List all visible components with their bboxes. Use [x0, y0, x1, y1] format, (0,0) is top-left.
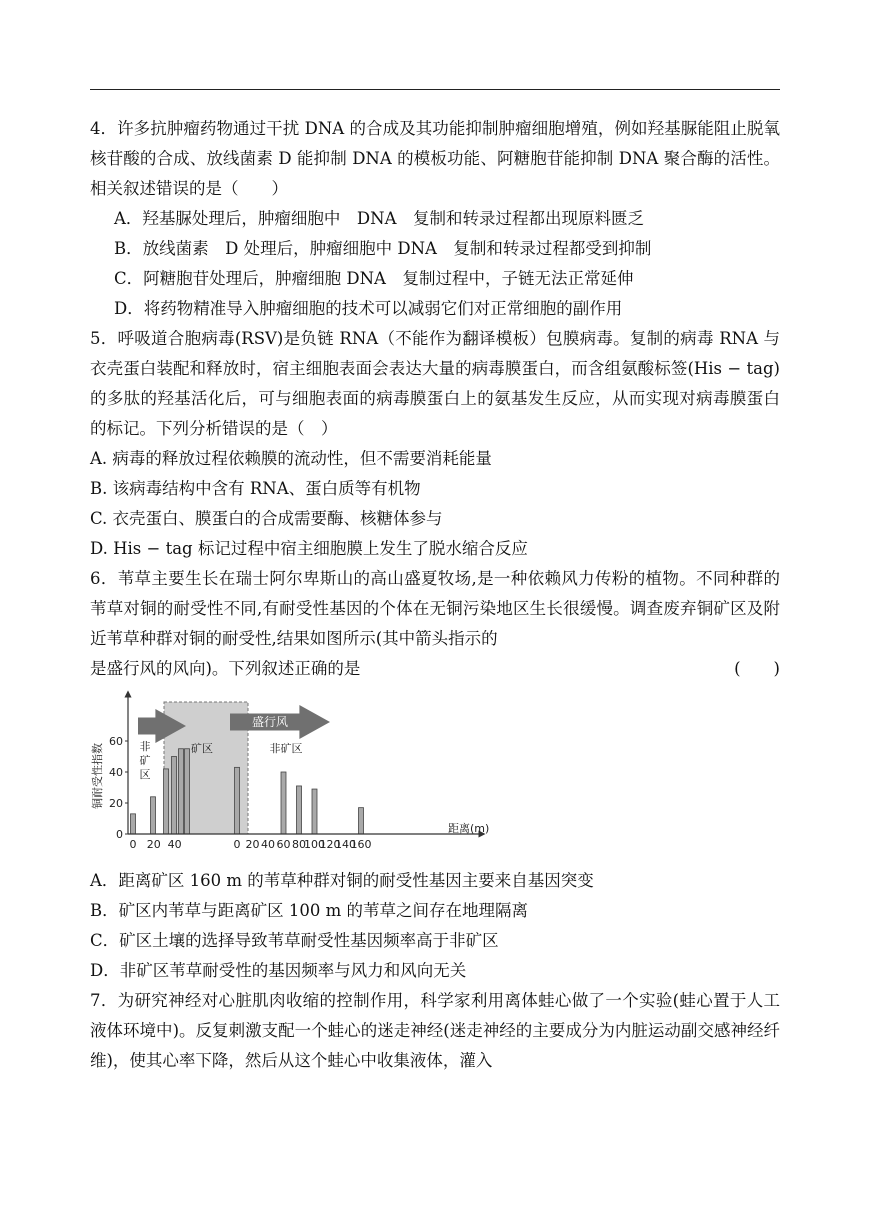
- bar-non-mining-far: [312, 789, 317, 834]
- question-4-option-c[interactable]: C．阿糖胞苷处理后，肿瘤细胞 DNA 复制过程中，子链无法正常延伸: [114, 269, 634, 288]
- question-4-stem: 4．许多抗肿瘤药物通过干扰 DNA 的合成及其功能抑制肿瘤细胞增殖，例如羟基脲能阻止脱氧核苷酸的合成、放线菌素 D 能抑制 DNA 的模板功能、阿糖胞苷能抑制 DNA 聚合酶的活性。相关叙述错误的是（ ）: [90, 119, 780, 198]
- y-tick-label: 40: [109, 766, 123, 779]
- question-6-option-d[interactable]: D．非矿区苇草耐受性的基因频率与风力和风向无关: [90, 961, 467, 980]
- question-7: [90, 986, 780, 1076]
- answer-bracket: ( ): [734, 659, 780, 678]
- bar-non-mining-far: [235, 767, 240, 834]
- question-6-stem: 6．苇草主要生长在瑞士阿尔卑斯山的高山盛夏牧场,是一种依赖风力传粉的植物。不同种群的苇草对铜的耐受性不同,有耐受性基因的个体在无铜污染地区生长很缓慢。调查废弃铜矿区及附近苇草种群对铜的耐受性,结果如图所示(其中箭头指示的: [90, 569, 780, 648]
- question-6: [90, 564, 780, 986]
- question-5-option-b[interactable]: B. 该病毒结构中含有 RNA、蛋白质等有机物: [90, 479, 421, 498]
- question-7-stem: 7．为研究神经对心脏肌肉收缩的控制作用，科学家利用离体蛙心做了一个实验(蛙心置于人工液体环境中)。反复刺激支配一个蛙心的迷走神经(迷走神经的主要成分为内脏运动副交感神经纤维)，使其心率下降，然后从这个蛙心中收集液体，灌入: [90, 991, 780, 1070]
- bar-mining: [185, 749, 190, 834]
- question-4: [90, 114, 780, 324]
- x-tick-label: 60: [276, 838, 291, 851]
- bar-mining: [164, 769, 169, 834]
- question-5: [90, 324, 780, 564]
- question-6-option-c[interactable]: C．矿区土壤的选择导致苇草耐受性基因频率高于非矿区: [90, 931, 499, 950]
- question-5-stem: 5．呼吸道合胞病毒(RSV)是负链 RNA（不能作为翻译模板）包膜病毒。复制的病毒 RNA 与衣壳蛋白装配和释放时，宿主细胞表面会表达大量的病毒膜蛋白，而含组氨酸标签(His − tag)的多肽的羟基活化后，可与细胞表面的病毒膜蛋白上的氨基发生反应，从而实现对病毒膜蛋白的标记。下列分析错误的是（ ）: [90, 329, 780, 438]
- question-4-option-d[interactable]: D．将药物精准导入肿瘤细胞的技术可以减弱它们对正常细胞的副作用: [114, 299, 623, 318]
- bar-non-mining-far: [281, 772, 286, 834]
- question-5-option-a[interactable]: A. 病毒的释放过程依赖膜的流动性，但不需要消耗能量: [90, 449, 492, 468]
- question-6-stem-last-line: 是盛行风的风向)。下列叙述正确的是: [90, 659, 361, 678]
- chart-svg: [90, 688, 510, 858]
- bar-non-mining-near: [131, 814, 136, 834]
- region-label-non-mining-vertical: 非: [139, 740, 151, 753]
- bar-non-mining-far: [297, 786, 302, 834]
- copper-tolerance-chart: [90, 688, 780, 858]
- y-axis-label: 铜耐受性指数: [91, 743, 104, 809]
- x-tick-label: 160: [350, 838, 372, 851]
- x-tick-label: 80: [292, 838, 306, 851]
- y-tick-label: 20: [109, 797, 123, 810]
- bar-non-mining-near: [151, 797, 156, 834]
- question-6-option-a[interactable]: A．距离矿区 160 m 的苇草种群对铜的耐受性基因主要来自基因突变: [90, 871, 594, 890]
- bar-mining: [172, 757, 177, 835]
- top-rule: [90, 89, 780, 90]
- region-label-mining: 矿区: [191, 742, 213, 755]
- question-4-option-a[interactable]: A．羟基脲处理后，肿瘤细胞中 DNA 复制和转录过程都出现原料匮乏: [114, 209, 644, 228]
- x-tick-label: 20: [245, 838, 260, 851]
- y-tick-label: 0: [116, 828, 123, 841]
- question-5-option-c[interactable]: C. 衣壳蛋白、膜蛋白的合成需要酶、核糖体参与: [90, 509, 443, 528]
- y-tick-label: 60: [109, 735, 123, 748]
- x-axis-label: 距离(m): [448, 822, 490, 835]
- x-tick-label: 140: [335, 838, 356, 851]
- exam-content: [90, 114, 780, 1076]
- x-tick-label: 20: [146, 838, 161, 851]
- x-tick-label: 40: [261, 838, 275, 851]
- question-5-option-d[interactable]: D. His − tag 标记过程中宿主细胞膜上发生了脱水缩合反应: [90, 539, 528, 558]
- x-tick-label: 100: [304, 838, 325, 851]
- x-tick-label: 0: [233, 838, 241, 851]
- region-label-non-mining-vertical: 矿: [139, 754, 151, 767]
- region-label-non-mining: 非矿区: [269, 742, 303, 755]
- region-label-non-mining-vertical: 区: [139, 768, 151, 781]
- bar-non-mining-far: [359, 808, 364, 834]
- x-tick-label: 120: [319, 838, 341, 851]
- question-6-option-b[interactable]: B．矿区内苇草与距离矿区 100 m 的苇草之间存在地理隔离: [90, 901, 528, 920]
- question-6-stem-end: [90, 654, 780, 684]
- wind-label: 盛行风: [251, 715, 289, 729]
- x-tick-label: 0: [129, 838, 137, 851]
- question-4-option-b[interactable]: B．放线菌素 D 处理后，肿瘤细胞中 DNA 复制和转录过程都受到抑制: [114, 239, 652, 258]
- x-tick-label: 40: [167, 838, 182, 851]
- bar-mining: [179, 749, 184, 834]
